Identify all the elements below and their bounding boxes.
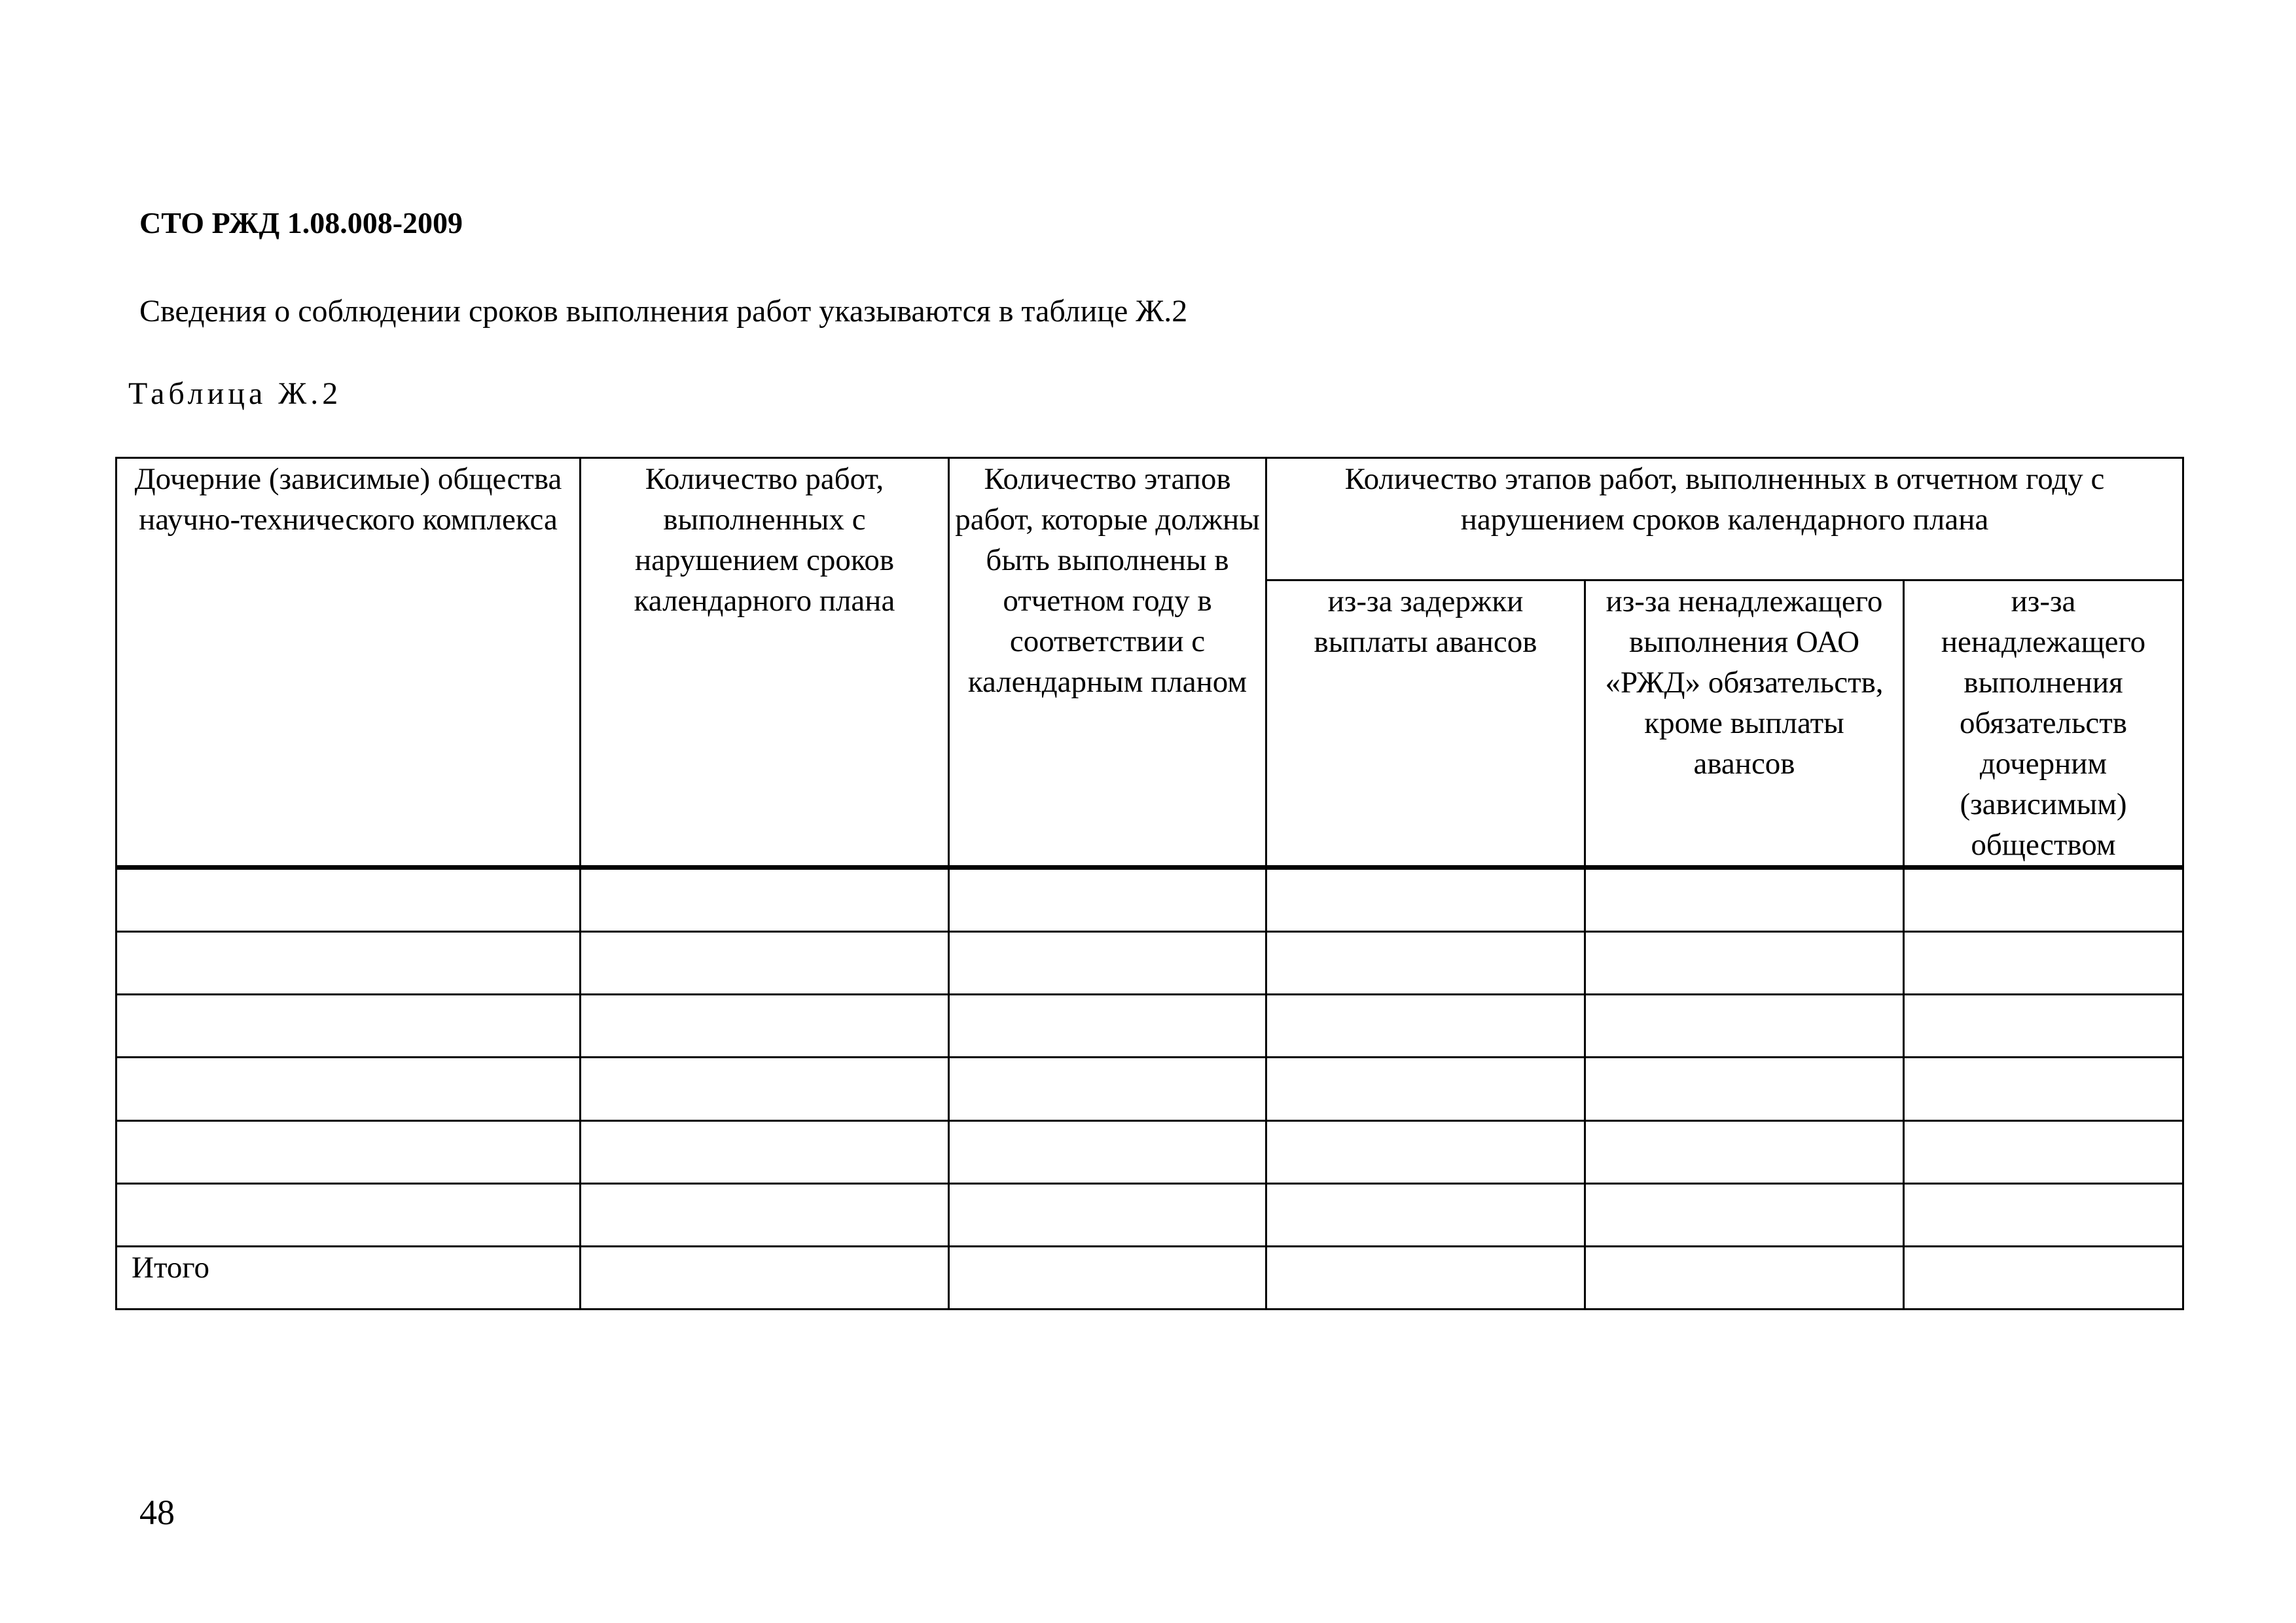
column-group-header-stages-violated: Количество этапов работ, выполненных в отчетном году с нарушением сроков календарного плана [1266, 458, 2183, 580]
report-table [115, 457, 2184, 1310]
table-row [117, 995, 2183, 1058]
table-cell [1585, 995, 1904, 1058]
subcolumn-header-advance-delay: из-за задержки выплаты авансов [1266, 580, 1585, 868]
table-cell [1585, 1120, 1904, 1183]
table-cell [1266, 932, 1585, 995]
table-cell [581, 1120, 949, 1183]
page-number: 48 [139, 1493, 175, 1532]
table-cell [949, 1120, 1266, 1183]
table-cell [1585, 1058, 1904, 1120]
table-row [117, 932, 2183, 995]
table-cell [1585, 868, 1904, 932]
subcolumn-header-rzd-obligations: из-за ненадлежащего выполнения ОАО «РЖД» обязательств, кроме выплаты авансов [1585, 580, 1904, 868]
column-header-works-violated: Количество работ, выполненных с нарушением сроков календарного плана [581, 458, 949, 868]
table-cell [1904, 1120, 2183, 1183]
table-cell [1904, 932, 2183, 995]
table-cell [949, 1183, 1266, 1246]
table-cell [581, 1183, 949, 1246]
subcolumn-header-subsidiary-obligations: из-за ненадлежащего выполнения обязательств дочерним (зависимым) обществом [1904, 580, 2183, 868]
column-header-stages-planned: Количество этапов работ, которые должны быть выполнены в отчетном году в соответствии с календарным планом [949, 458, 1266, 868]
table-cell [1904, 995, 2183, 1058]
table-cell [949, 995, 1266, 1058]
table-cell [1904, 1058, 2183, 1120]
table-cell [1266, 1120, 1585, 1183]
table-cell [581, 995, 949, 1058]
table-cell [117, 995, 581, 1058]
table-cell [117, 932, 581, 995]
table-cell [1266, 995, 1585, 1058]
table-row [117, 1183, 2183, 1246]
table-cell [581, 1246, 949, 1309]
table-cell [117, 1058, 581, 1120]
table-cell [1266, 1058, 1585, 1120]
table-row [117, 1120, 2183, 1183]
table-cell [1585, 1246, 1904, 1309]
table-cell [949, 868, 1266, 932]
column-header-subsidiaries: Дочерние (зависимые) общества научно-технического комплекса [117, 458, 581, 868]
intro-paragraph: Сведения о соблюдении сроков выполнения работ указываются в таблице Ж.2 [139, 294, 1188, 329]
table-cell [1266, 1246, 1585, 1309]
table-cell [581, 932, 949, 995]
table-cell [1585, 1183, 1904, 1246]
table-cell [581, 868, 949, 932]
table-cell [949, 1058, 1266, 1120]
table-cell [1904, 1183, 2183, 1246]
table-cell [1266, 868, 1585, 932]
table-cell [581, 1058, 949, 1120]
table-cell [949, 932, 1266, 995]
table-cell [117, 1120, 581, 1183]
table-cell [1585, 932, 1904, 995]
table-row-total [117, 1246, 2183, 1309]
document-code: СТО РЖД 1.08.008-2009 [139, 206, 463, 240]
table-header-row [117, 458, 2183, 580]
table-cell [949, 1246, 1266, 1309]
table-cell [1904, 1246, 2183, 1309]
table-caption: Таблица Ж.2 [128, 376, 342, 411]
table-row [117, 1058, 2183, 1120]
table-cell [1266, 1183, 1585, 1246]
table-row [117, 868, 2183, 932]
table-cell [1904, 868, 2183, 932]
table-cell [117, 868, 581, 932]
table-cell [117, 1183, 581, 1246]
total-label-cell: Итого [117, 1246, 581, 1309]
